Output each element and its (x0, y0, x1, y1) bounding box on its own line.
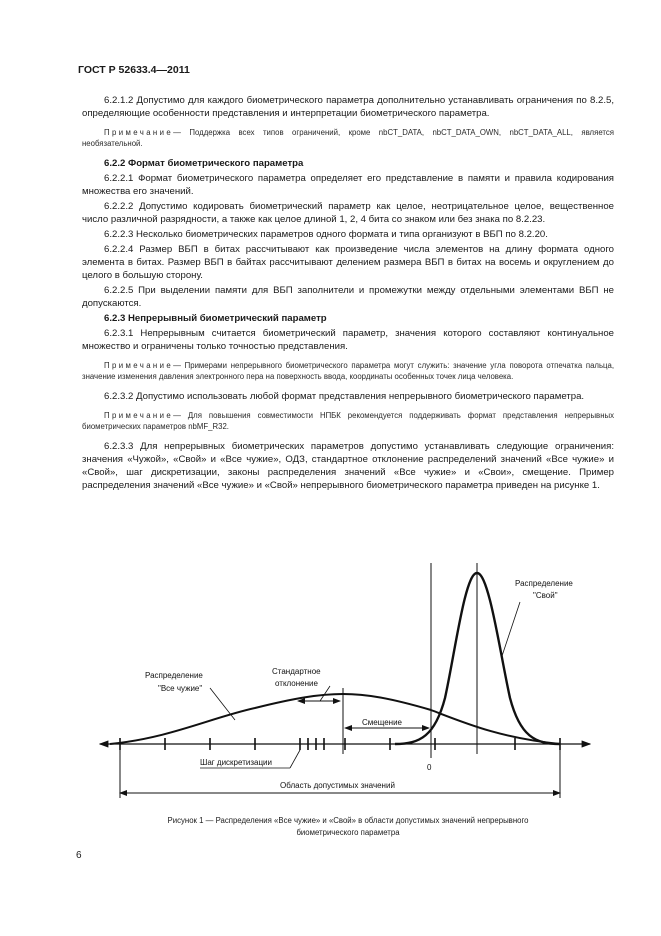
figure-caption (82, 815, 614, 839)
label-own-line2: "Свой" (533, 591, 558, 600)
label-all-line1: Распределение (145, 671, 203, 680)
label-zero: 0 (427, 763, 432, 772)
paragraph-6-2-2-4: 6.2.2.4 Размер ВБП в битах рассчитывают как произведение числа элементов на длину формата одного элемента в битах. Размер ВБП в байтах рассчитывают делением размера ВБП в битах на восемь и округлением до целого в большую сторону. (82, 244, 614, 281)
paragraph-6-2-3-3: 6.2.3.3 Для непрерывных биометрических параметров допустимо устанавливать следующие ограничения: значения «Чужой», «Свой» и «Все чужие», ОДЗ, стандартное отклонение распределений значений «Все чужие» и «Свой», шаг дискретизации, законы распределения значений «Все чужие» и «Свои», смещение. Пример распределения значений «Все чужие» и «Свой» непрерывного биометрического параметра приведен на рисунке 1. (82, 441, 614, 491)
document-body (82, 94, 614, 499)
paragraph-6-2-3-1: 6.2.3.1 Непрерывным считается биометрический параметр, значения которого составляют континуальное множество и ограничены только точностью представления. (82, 328, 614, 352)
note-text: — Примерами непрерывного биометрического параметра могут служить: значение угла поворота отпечатка пальца, значение изменения давления электронного пера на поверхность ввода, координаты особенных точек лица человека. (82, 361, 614, 381)
note-3 (82, 410, 614, 432)
heading-6-2-2: 6.2.2 Формат биометрического параметра (104, 158, 304, 169)
note-2 (82, 360, 614, 382)
paragraph-6-2-1-2: 6.2.1.2 Допустимо для каждого биометрического параметра дополнительно устанавливать ограничения по 8.2.5, определяющие особенности представления и интерпретации биометрического параметра. (82, 95, 614, 119)
std-pointer (320, 686, 330, 701)
label-range: Область допустимых значений (280, 781, 395, 790)
figure-distributions (90, 558, 600, 803)
label-offset: Смещение (362, 718, 403, 727)
label-std-line1: Стандартное (272, 667, 321, 676)
caption-line-2: биометрического параметра (296, 828, 400, 837)
step-pointer (290, 750, 300, 768)
paragraph-6-2-3-2: 6.2.3.2 Допустимо использовать любой формат представления непрерывного биометрического параметра. (104, 391, 585, 402)
label-std-line2: отклонение (275, 679, 318, 688)
caption-line-1: Рисунок 1 — Распределения «Все чужие» и «Свой» в области допустимых значений непрерывного (167, 816, 529, 825)
note-label: Примечание (104, 128, 174, 137)
all-pointer (210, 688, 235, 720)
note-text: — Поддержка всех типов ограничений, кроме nbCT_DATA, nbCT_DATA_OWN, nbCT_DATA_ALL, является необязательной. (82, 128, 614, 148)
heading-6-2-3: 6.2.3 Непрерывный биометрический параметр (104, 313, 327, 324)
paragraph-6-2-2-3: 6.2.2.3 Несколько биометрических параметров одного формата и типа организуют в ВБП по 8.2.20. (104, 229, 548, 240)
own-pointer (502, 602, 520, 656)
document-header: ГОСТ Р 52633.4—2011 (78, 64, 190, 76)
note-label: Примечание (104, 361, 174, 370)
paragraph-6-2-2-2: 6.2.2.2 Допустимо кодировать биометрический параметр как целое, неотрицательное целое, вещественное число различной разрядности, а также как целое длиной 1, 2, 4 бита со знаком или без знака по 8.2.23. (82, 201, 614, 225)
distribution-diagram (90, 558, 600, 803)
label-step: Шаг дискретизации (200, 758, 272, 767)
paragraph-6-2-2-5: 6.2.2.5 При выделении памяти для ВБП заполнители и промежутки между отдельными элементами ВБП не допускаются. (82, 285, 614, 309)
label-all-line2: "Все чужие" (158, 684, 203, 693)
label-own-line1: Распределение (515, 579, 573, 588)
note-label: Примечание (104, 411, 174, 420)
page-number: 6 (76, 850, 82, 861)
paragraph-6-2-2-1: 6.2.2.1 Формат биометрического параметра определяет его представление в памяти и правила кодирования множества его значений. (82, 173, 614, 197)
note-1 (82, 127, 614, 149)
note-text: — Для повышения совместимости НПБК рекомендуется поддерживать формат представления непрерывных биометрических параметров nbMF_R32. (82, 411, 614, 431)
